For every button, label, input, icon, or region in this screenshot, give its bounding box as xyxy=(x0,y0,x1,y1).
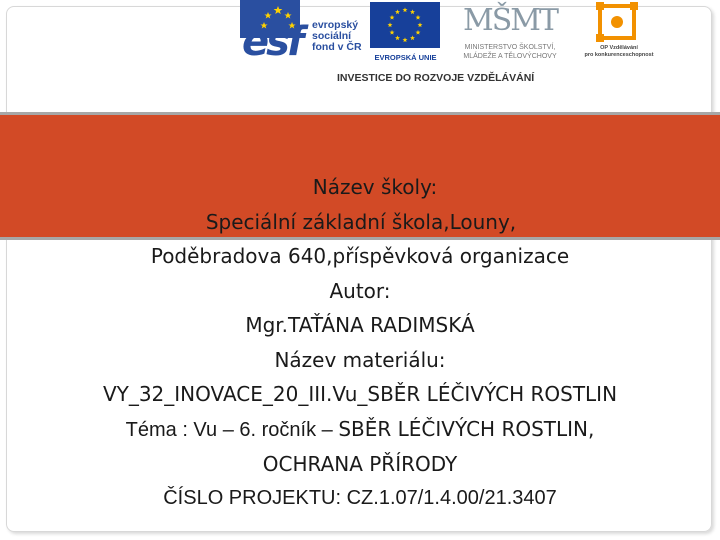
eu-star xyxy=(395,9,400,14)
op-label-line: pro konkurenceschopnost xyxy=(584,52,654,58)
material-heading: Název materiálu: xyxy=(274,347,446,372)
esf-text-line: evropský xyxy=(312,19,359,31)
eu-star xyxy=(410,9,415,14)
material-code: VY_32_INOVACE_20_III.Vu_SBĚR LÉČIVÝCH ROSTLIN xyxy=(102,382,618,406)
esf-logo xyxy=(240,0,365,66)
op-logo xyxy=(578,0,660,66)
msmt-logo xyxy=(444,0,576,66)
title-content xyxy=(0,170,720,515)
eu-star xyxy=(418,22,423,27)
project-number: ČÍSLO PROJEKTU: CZ.1.07/1.4.00/21.3407 xyxy=(163,487,557,509)
esf-letters: esf xyxy=(242,19,302,65)
eu-label: EVROPSKÁ UNIE xyxy=(374,53,437,62)
eu-star xyxy=(395,35,400,40)
logo-bar xyxy=(0,0,720,100)
eu-star xyxy=(390,15,395,20)
topic-prefix: Téma : Vu – 6. ročník – xyxy=(125,418,339,441)
school-address: Poděbradova 640,příspěvková organizace xyxy=(150,244,570,268)
eu-logo xyxy=(368,0,443,66)
msmt-letters: MŠMT xyxy=(463,3,557,38)
author-name: Mgr.TAŤÁNA RADIMSKÁ xyxy=(245,313,475,337)
msmt-label xyxy=(444,43,576,61)
msmt-mark xyxy=(444,0,576,44)
topic-title: SBĚR LÉČIVÝCH ROSTLIN, xyxy=(338,416,595,441)
msmt-label-line: MINISTERSTVO ŠKOLSTVÍ, xyxy=(464,44,556,51)
op-label xyxy=(578,45,660,59)
eu-flag xyxy=(370,2,440,48)
eu-star xyxy=(410,35,415,40)
investment-tagline: INVESTICE DO ROZVOJE VZDĚLÁVÁNÍ xyxy=(337,72,535,84)
esf-text xyxy=(312,20,362,53)
topic-title-cont: OCHRANA PŘÍRODY xyxy=(262,451,458,476)
op-label-line: OP Vzdělávání xyxy=(600,45,638,51)
esf-text-line: fond v ČR xyxy=(312,41,362,53)
school-name: Speciální základní škola,Louny, xyxy=(205,209,517,234)
msmt-label-line: MLÁDEŽE A TĚLOVÝCHOVY xyxy=(463,53,557,60)
eu-star xyxy=(416,30,421,35)
esf-text-line: sociální xyxy=(312,30,352,42)
eu-star xyxy=(403,7,408,12)
eu-star xyxy=(403,37,408,42)
author-heading: Autor: xyxy=(329,278,391,303)
school-heading: Název školy: xyxy=(312,175,438,199)
eu-star xyxy=(416,15,421,20)
op-mark xyxy=(578,0,660,44)
eu-star xyxy=(390,30,395,35)
eu-star xyxy=(388,22,393,27)
topic-line xyxy=(0,412,720,447)
